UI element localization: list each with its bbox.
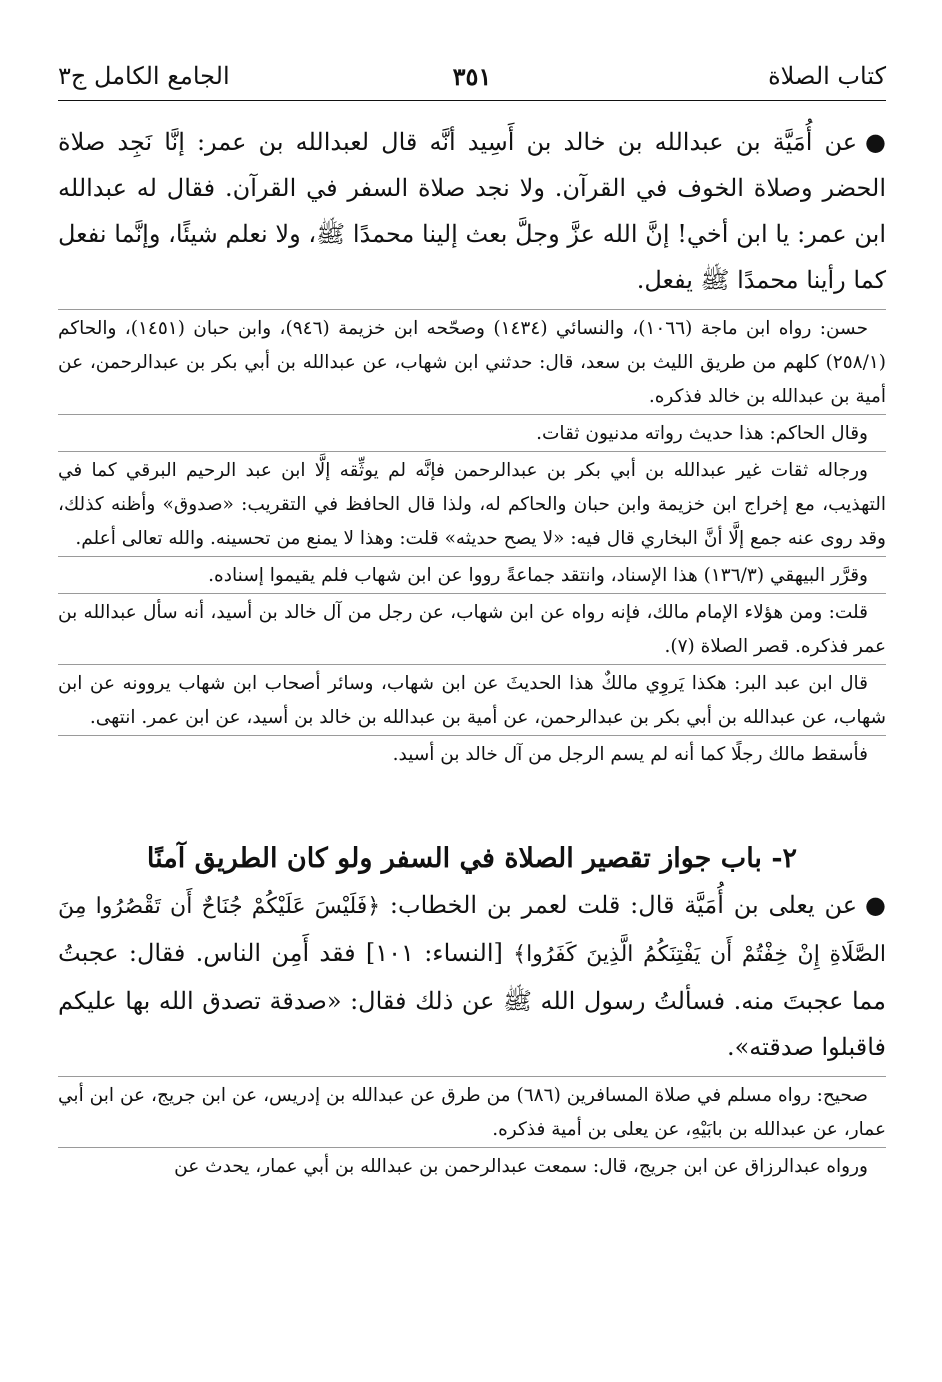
takhrij-note xyxy=(58,451,886,556)
takhrij-note xyxy=(58,593,886,664)
page-body xyxy=(58,101,886,1184)
note-paragraph: قال ابن عبد البر: هكذا يَروِي مالكٌ هذا الحديثَ عن ابن شهاب، وسائر أصحاب ابن شهاب يروونه عن ابن شهاب، عن عبدالله بن أبي بكر بن عبدالرحمن، عن أمية بن عبدالله بن خالد بن أسيد، عن ابن عمر. انتهى. xyxy=(58,673,886,728)
book-title-header: كتاب الصلاة xyxy=(768,62,886,90)
note-paragraph: فأسقط مالك رجلًا كما أنه لم يسم الرجل من آل خالد بن أسيد. xyxy=(392,744,868,765)
takhrij-note xyxy=(58,309,886,414)
quran-verse: ﴿فَلَيْسَ عَلَيْكُمْ جُنَاحٌ أَن تَقْصُرُوا مِنَ الصَّلَاةِ إِنْ خِفْتُمْ أَن يَفْتِنَكُمُ الَّذِينَ كَفَرُوا﴾ xyxy=(58,894,887,967)
chapter-heading: ٢- باب جواز تقصير الصلاة في السفر ولو كان الطريق آمنًا xyxy=(146,843,798,874)
takhrij-note xyxy=(58,664,886,735)
note-paragraph: وقال الحاكم: هذا حديث رواته مدنيون ثقات. xyxy=(536,423,868,444)
note-paragraph: ورجاله ثقات غير عبدالله بن أبي بكر بن عبدالرحمن فإنَّه لم يوثِّقه إلَّا ابن عبد الرحيم البرقي كما في التهذيب، مع إخراج ابن خزيمة وابن حبان والحاكم له، ولذا قال الحافظ في التقريب: «صدوق» وأظنه كذلك، وقد روى عنه جمع إلَّا أنَّ البخاري قال فيه: «لا يصح حديثه» قلت: وهذا لا يمنع من تحسينه. والله تعالى أعلم. xyxy=(58,460,886,549)
hadith-text xyxy=(58,119,886,303)
takhrij-note xyxy=(58,1076,886,1147)
takhrij-note xyxy=(58,556,886,593)
note-paragraph: قلت: ومن هؤلاء الإمام مالك، فإنه رواه عن ابن شهاب، عن رجل من آل خالد بن أسيد، أنه سأل عبدالله بن عمر فذكره. قصر الصلاة (٧). xyxy=(58,602,886,657)
note-paragraph: صحيح: رواه مسلم في صلاة المسافرين (٦٨٦) من طرق عن عبدالله بن إدريس، عن ابن جريج، عن ابن أبي عمار، عن عبدالله بن بابَيْهِ، عن يعلى بن أمية فذكره. xyxy=(58,1085,886,1140)
takhrij-note xyxy=(58,735,886,772)
hadith-text-content: عن أُمَيَّة بن عبدالله بن خالد بن أَسِيد أنَّه قال لعبدالله بن عمر: إنَّا نَجِد صلاة الحضر وصلاة الخوف في القرآن. ولا نجد صلاة السفر في القرآن. فقال له عبدالله ابن عمر: يا ابن أخي! إنَّ الله عزَّ وجلَّ بعث إلينا محمدًا ﷺ، ولا نعلم شيئًا، وإنَّما نفعل كما رأينا محمدًا ﷺ يفعل. xyxy=(58,128,886,294)
note-paragraph: ورواه عبدالرزاق عن ابن جريج، قال: سمعت عبدالرحمن بن عبدالله بن أبي عمار، يحدث عن xyxy=(174,1156,868,1177)
hadith-text-before: عن يعلى بن أُمَيَّة قال: قلت لعمر بن الخطاب: xyxy=(380,891,858,919)
note-paragraph: حسن: رواه ابن ماجة (١٠٦٦)، والنسائي (١٤٣٤) وصحّحه ابن خزيمة (٩٤٦)، وابن حبان (١٤٥١)، والحاكم (٢٥٨/١) كلهم من طريق الليث بن سعد، قال: حدثني ابن شهاب، عن عبدالله بن أبي بكر بن عبدالرحمن، عن أمية بن عبدالله بن خالد فذكره. xyxy=(58,318,886,407)
hadith-text-after: [النساء: ١٠١] فقد أَمِن الناس. فقال: عجبتُ مما عجبتَ منه. فسألتُ رسول الله ﷺ عن ذلك فقال: «صدقة تصدق الله بها عليكم فاقبلوا صدقته». xyxy=(58,939,886,1061)
volume-title-header: الجامع الكامل ج٣ xyxy=(58,62,230,90)
page-header xyxy=(58,0,886,101)
hadith-text xyxy=(58,882,886,1070)
bullet-icon: ● xyxy=(865,891,886,919)
bullet-icon: ● xyxy=(865,128,886,156)
page-number: ٣٥١ xyxy=(452,62,492,91)
note-paragraph: وقرَّر البيهقي (١٣٦/٣) هذا الإسناد، وانتقد جماعةً رووا عن ابن شهاب فلم يقيموا إسناده. xyxy=(208,565,868,586)
takhrij-note xyxy=(58,414,886,451)
takhrij-note xyxy=(58,1147,886,1184)
